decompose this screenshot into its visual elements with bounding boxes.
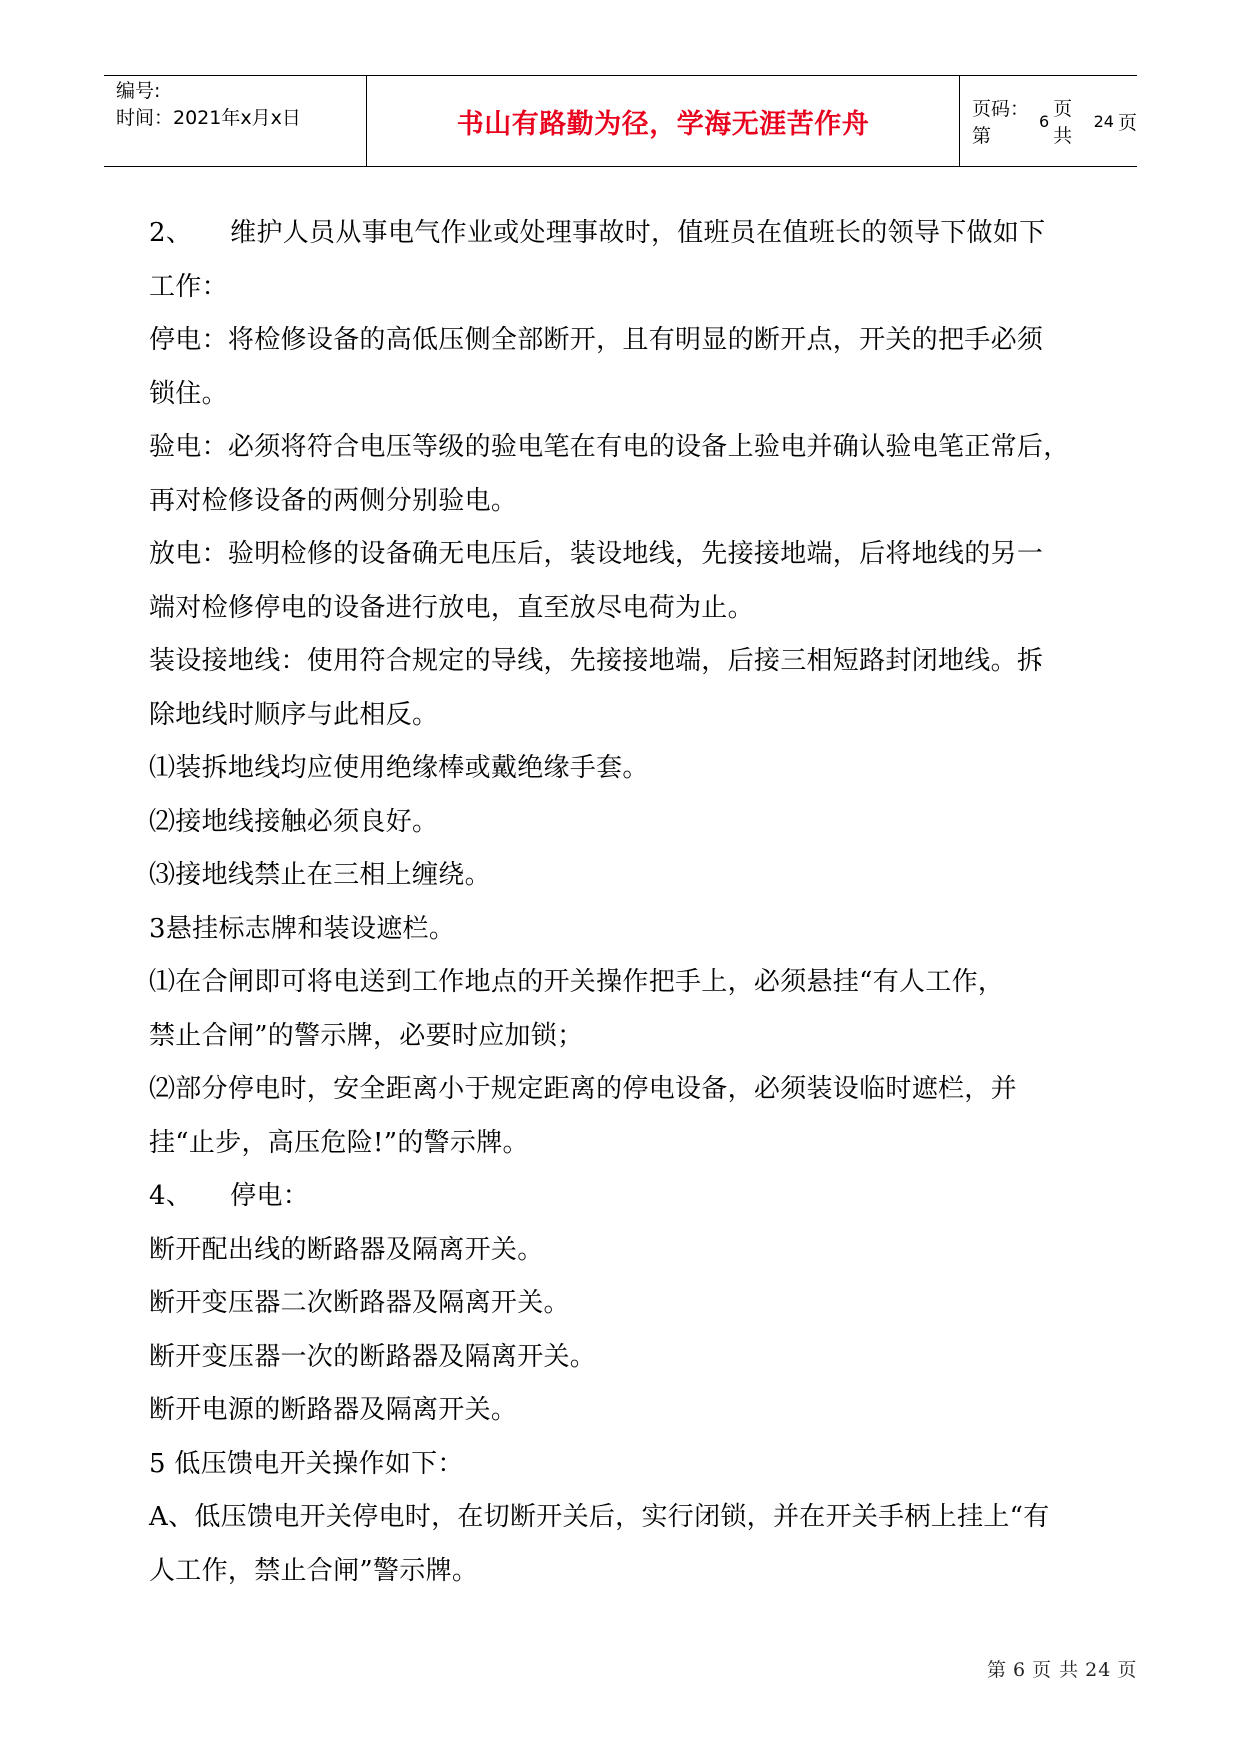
paragraph-line: 装设接地线：使用符合规定的导线，先接接地端，后接三相短路封闭地线。拆 <box>149 646 1044 676</box>
paragraph-line: ⑴装拆地线均应使用绝缘棒或戴绝缘手套。 <box>149 753 649 783</box>
paragraph-line: 断开变压器二次断路器及隔离开关。 <box>149 1288 570 1318</box>
page-mid: 页 共 <box>1053 98 1073 147</box>
header-page-info <box>960 76 1137 166</box>
paragraph-line: 锁住。 <box>149 378 228 409</box>
motto-text: 书山有路勤为径，学海无涯苦作舟 <box>456 108 870 140</box>
paragraph-line: 断开变压器一次的断路器及隔离开关。 <box>149 1341 597 1372</box>
date-label: 时间：2021年x月x日 <box>116 107 301 129</box>
item-number: 4、 <box>149 1181 193 1211</box>
footer-mid: 页 共 <box>1032 1659 1080 1681</box>
footer-suffix: 页 <box>1117 1659 1138 1681</box>
paragraph-line: 除地线时顺序与此相反。 <box>149 699 439 730</box>
footer-page-total: 24 <box>1085 1659 1112 1681</box>
paragraph-line: 人工作，禁止合闸”警示牌。 <box>149 1555 479 1586</box>
paragraph-line: 验电：必须将符合电压等级的验电笔在有电的设备上验电并确认验电笔正常后， <box>149 432 1070 462</box>
paragraph-line <box>149 1170 1139 1224</box>
line-text: 维护人员从事电气作业或处理事故时，值班员在值班长的领导下做如下 <box>230 218 1046 248</box>
paragraph-line: 放电：验明检修的设备确无电压后，装设地线，先接接地端，后将地线的另一 <box>149 539 1044 569</box>
paragraph-line: 断开配出线的断路器及隔离开关。 <box>149 1234 544 1265</box>
line-text: 停电： <box>230 1181 310 1211</box>
paragraph-line: ⑶接地线禁止在三相上缠绕。 <box>149 860 491 890</box>
paragraph-line: 再对检修设备的两侧分别验电。 <box>149 485 518 516</box>
paragraph-line: 断开电源的断路器及隔离开关。 <box>149 1395 518 1425</box>
paragraph-line <box>149 207 1139 261</box>
paragraph-line: 5 低压馈电开关操作如下： <box>149 1448 464 1479</box>
paragraph-line: 端对检修停电的设备进行放电，直至放尽电荷为止。 <box>149 592 754 623</box>
paragraph-line: 工作： <box>149 271 228 302</box>
page-suffix: 页 <box>1117 111 1137 134</box>
paragraph-line: 停电：将检修设备的高低压侧全部断开，且有明显的断开点，开关的把手必须 <box>149 325 1044 355</box>
paragraph-line: ⑵部分停电时，安全距离小于规定距离的停电设备，必须装设临时遮栏，并 <box>149 1074 1017 1104</box>
item-number: 2、 <box>149 218 193 248</box>
page-header <box>104 75 1137 167</box>
paragraph-line: ⑵接地线接触必须良好。 <box>149 806 439 837</box>
paragraph-line: 挂“止步，高压危险!”的警示牌。 <box>149 1127 529 1158</box>
paragraph-line: ⑴在合闸即可将电送到工作地点的开关操作把手上，必须悬挂“有人工作， <box>149 967 1005 997</box>
document-body <box>149 207 1139 1598</box>
paragraph-line: 禁止合闸”的警示牌，必要时应加锁； <box>149 1020 584 1051</box>
serial-label: 编号: <box>116 80 161 102</box>
header-motto-cell <box>367 76 960 166</box>
footer-page-number: 6 <box>1013 1659 1027 1681</box>
page-total: 24 <box>1093 111 1114 131</box>
paragraph-line: 3悬挂标志牌和装设遮栏。 <box>149 913 456 944</box>
paragraph-line: A、低压馈电开关停电时，在切断开关后，实行闭锁，并在开关手柄上挂上“有 <box>149 1502 1050 1532</box>
page-number: 6 <box>1038 111 1050 131</box>
header-meta <box>104 76 367 166</box>
page-prefix: 页码：第 <box>972 98 1030 147</box>
page-footer <box>984 1655 1140 1682</box>
footer-prefix: 第 <box>987 1659 1008 1681</box>
